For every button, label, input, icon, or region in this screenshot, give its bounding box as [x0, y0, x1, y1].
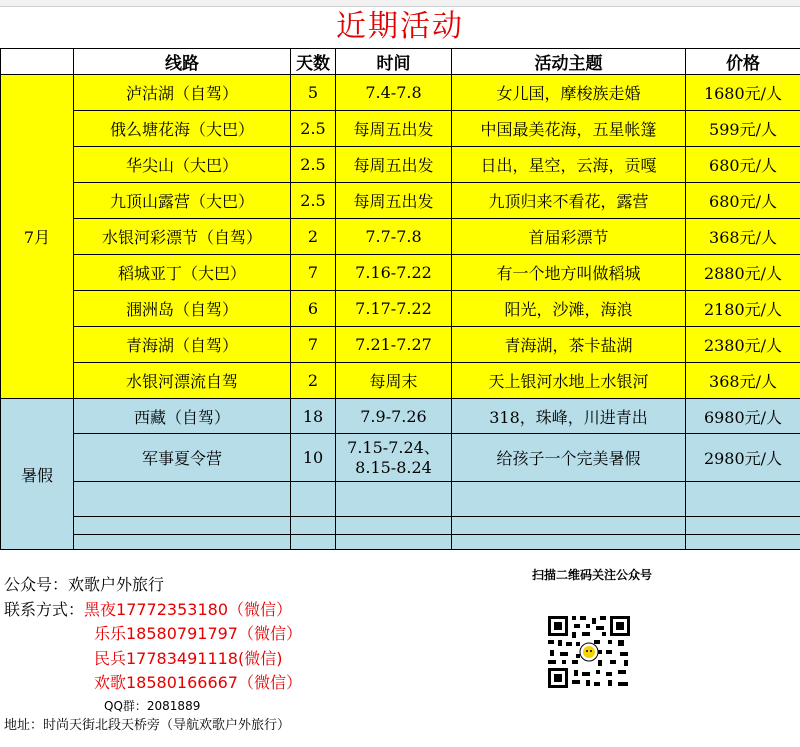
theme-cell: 阳光，沙滩，海浪 [452, 291, 686, 327]
table-row [1, 183, 800, 219]
scan-caption: 扫描二维码关注公众号 [531, 568, 652, 582]
days-cell: 2 [291, 363, 336, 399]
schedule-table [0, 48, 800, 550]
header-price: 价格 [686, 49, 800, 75]
route-cell: 涠洲岛（自驾） [74, 291, 291, 327]
time-line-2: 8.15-8.24 [355, 457, 432, 477]
empty-cell [452, 517, 686, 535]
theme-cell: 九顶归来不看花，露营 [452, 183, 686, 219]
route-cell: 水银河漂流自驾 [74, 363, 291, 399]
price-cell: 599元/人 [686, 111, 800, 147]
gzh-line: 公众号：欢歌户外旅行 [4, 575, 165, 594]
time-cell: 7.21-7.27 [336, 327, 452, 363]
empty-cell [291, 535, 336, 550]
time-cell: 7.17-7.22 [336, 291, 452, 327]
empty-cell [452, 482, 686, 517]
days-cell: 2 [291, 219, 336, 255]
header-time: 时间 [336, 49, 452, 75]
route-cell: 俄么塘花海（大巴） [74, 111, 291, 147]
route-cell: 泸沽湖（自驾） [74, 75, 291, 111]
price-cell: 2380元/人 [686, 327, 800, 363]
table-row-empty [1, 482, 800, 517]
empty-cell [686, 482, 800, 517]
theme-cell: 女儿国，摩梭族走婚 [452, 75, 686, 111]
route-cell: 华尖山（大巴） [74, 147, 291, 183]
theme-cell: 有一个地方叫做稻城 [452, 255, 686, 291]
table-row [1, 291, 800, 327]
days-cell: 18 [291, 399, 336, 434]
empty-cell [336, 517, 452, 535]
page-title: 近期活动 [336, 9, 464, 44]
theme-cell: 天上银河水地上水银河 [452, 363, 686, 399]
table-row [1, 111, 800, 147]
time-cell: 7.16-7.22 [336, 255, 452, 291]
qq-group: QQ群：2081889 [104, 698, 201, 713]
month-label-july: 7月 [1, 75, 74, 399]
route-cell: 军事夏令营 [74, 434, 291, 482]
spreadsheet-column-header-strip [0, 0, 800, 7]
contact-block [4, 573, 302, 736]
empty-cell [336, 535, 452, 550]
route-cell: 水银河彩漂节（自驾） [74, 219, 291, 255]
table-row [1, 327, 800, 363]
empty-cell [291, 482, 336, 517]
route-cell: 九顶山露营（大巴） [74, 183, 291, 219]
table-row [1, 434, 800, 482]
days-cell: 5 [291, 75, 336, 111]
time-cell: 7.4-7.8 [336, 75, 452, 111]
empty-cell [336, 482, 452, 517]
price-cell: 368元/人 [686, 219, 800, 255]
table-header-row [1, 49, 800, 75]
empty-cell [452, 535, 686, 550]
table-row [1, 75, 800, 111]
empty-cell [74, 535, 291, 550]
days-cell: 2.5 [291, 147, 336, 183]
price-cell: 1680元/人 [686, 75, 800, 111]
days-cell: 7 [291, 255, 336, 291]
days-cell: 10 [291, 434, 336, 482]
days-cell: 2.5 [291, 183, 336, 219]
header-theme: 活动主题 [452, 49, 686, 75]
empty-cell [291, 517, 336, 535]
month-label-summer: 暑假 [1, 399, 74, 550]
time-cell: 7.9-7.26 [336, 399, 452, 434]
theme-cell: 日出，星空，云海，贡嘎 [452, 147, 686, 183]
table-row [1, 363, 800, 399]
price-cell: 6980元/人 [686, 399, 800, 434]
theme-cell: 首届彩漂节 [452, 219, 686, 255]
price-cell: 680元/人 [686, 183, 800, 219]
route-cell: 稻城亚丁（大巴） [74, 255, 291, 291]
contact-label: 联系方式： [4, 599, 85, 619]
table-row [1, 147, 800, 183]
time-cell: 每周末 [336, 363, 452, 399]
price-cell: 2980元/人 [686, 434, 800, 482]
table-row-empty [1, 517, 800, 535]
contact-phone: 民兵17783491118(微信) [94, 648, 283, 668]
theme-cell: 青海湖，茶卡盐湖 [452, 327, 686, 363]
route-cell: 西藏（自驾） [74, 399, 291, 434]
time-cell: 每周五出发 [336, 147, 452, 183]
header-blank [1, 49, 74, 75]
qr-code-icon [546, 614, 632, 690]
price-cell: 2880元/人 [686, 255, 800, 291]
time-cell: 每周五出发 [336, 183, 452, 219]
theme-cell: 给孩子一个完美暑假 [452, 434, 686, 482]
price-cell: 680元/人 [686, 147, 800, 183]
contact-phone: 黑夜17772353180（微信） [84, 599, 292, 619]
header-days: 天数 [291, 49, 336, 75]
table-row [1, 255, 800, 291]
empty-cell [686, 535, 800, 550]
theme-cell: 318，珠峰，川进青出 [452, 399, 686, 434]
contact-line-1 [4, 598, 302, 623]
time-cell: 7.7-7.8 [336, 219, 452, 255]
table-row-empty [1, 535, 800, 550]
empty-cell [74, 482, 291, 517]
time-line-1: 7.15-7.24、 [347, 437, 440, 457]
table-row [1, 219, 800, 255]
route-cell: 青海湖（自驾） [74, 327, 291, 363]
days-cell: 2.5 [291, 111, 336, 147]
header-route: 线路 [74, 49, 291, 75]
address: 地址：时尚天街北段天桥旁（导航欢歌户外旅行） [4, 717, 291, 733]
empty-cell [686, 517, 800, 535]
days-cell: 6 [291, 291, 336, 327]
days-cell: 7 [291, 327, 336, 363]
price-cell: 368元/人 [686, 363, 800, 399]
theme-cell: 中国最美花海，五星帐篷 [452, 111, 686, 147]
time-cell [336, 434, 452, 482]
contact-phone: 乐乐18580791797（微信） [94, 624, 302, 643]
time-cell: 每周五出发 [336, 111, 452, 147]
contact-phone: 欢歌18580166667（微信） [94, 673, 302, 692]
table-row [1, 399, 800, 434]
price-cell: 2180元/人 [686, 291, 800, 327]
empty-cell [74, 517, 291, 535]
